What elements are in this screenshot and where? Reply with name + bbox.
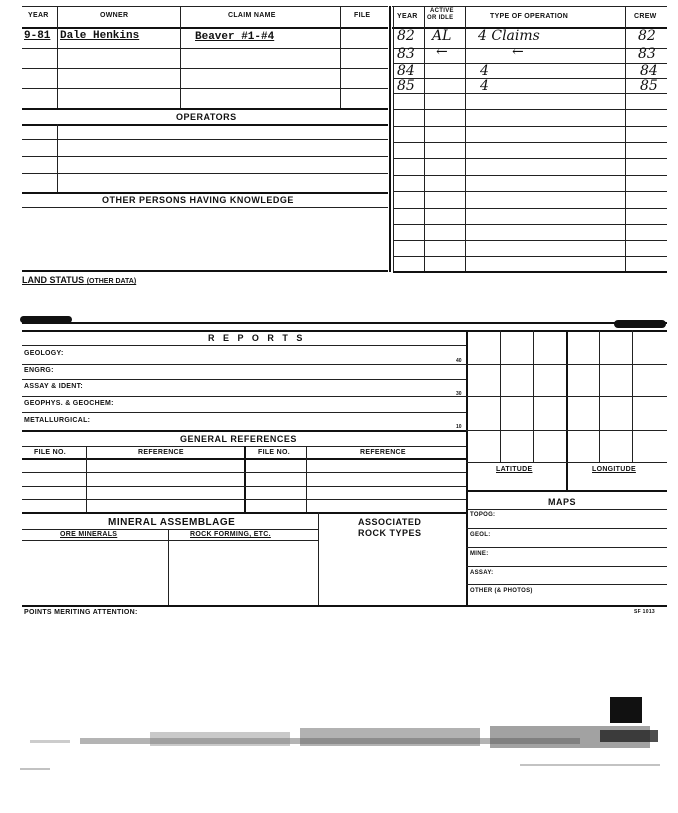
rule bbox=[393, 175, 667, 176]
claim-owner: Dale Henkins bbox=[60, 30, 140, 42]
rule bbox=[340, 6, 341, 108]
claim-year: 9-81 bbox=[24, 30, 51, 42]
rule bbox=[393, 6, 394, 272]
rule bbox=[180, 6, 181, 108]
rule bbox=[466, 509, 667, 510]
op-crew: 83 bbox=[638, 46, 656, 62]
col-year: YEAR bbox=[28, 12, 49, 19]
rule bbox=[22, 540, 318, 541]
rule bbox=[22, 396, 466, 397]
rule bbox=[393, 240, 667, 241]
rule bbox=[393, 158, 667, 159]
rule bbox=[393, 126, 667, 127]
col-idle: OR IDLE bbox=[427, 15, 454, 21]
geology-label: GEOLOGY: bbox=[24, 350, 64, 357]
operators-heading: OPERATORS bbox=[176, 112, 237, 122]
op-crew: 84 bbox=[640, 63, 658, 79]
rule bbox=[466, 364, 667, 365]
op-year: 84 bbox=[397, 63, 415, 79]
rule bbox=[318, 512, 319, 606]
maps-heading: MAPS bbox=[548, 497, 577, 507]
rule bbox=[393, 256, 667, 257]
land-status-subtitle: (OTHER DATA) bbox=[86, 278, 137, 285]
longitude-label: LONGITUDE bbox=[592, 466, 636, 473]
op-year: 83 bbox=[397, 46, 415, 62]
rule bbox=[22, 379, 466, 380]
op-status: AL bbox=[432, 28, 452, 44]
rule bbox=[22, 139, 388, 140]
rule bbox=[22, 27, 388, 29]
rule bbox=[22, 472, 466, 473]
rule bbox=[466, 430, 667, 431]
op-year: 85 bbox=[397, 78, 415, 94]
maps-assay: ASSAY: bbox=[470, 570, 494, 576]
rule bbox=[22, 124, 388, 126]
col-owner: OWNER bbox=[100, 12, 129, 19]
latitude-label: LATITUDE bbox=[496, 466, 533, 473]
other-persons-heading: OTHER PERSONS HAVING KNOWLEDGE bbox=[102, 195, 294, 205]
form-code: SF 1013 bbox=[634, 609, 656, 615]
rule bbox=[393, 142, 667, 143]
ref-file-no-2: FILE NO. bbox=[258, 449, 290, 456]
rule bbox=[466, 330, 468, 606]
maps-other: OTHER (& PHOTOS) bbox=[470, 588, 533, 594]
metallurgical-label: METALLURGICAL: bbox=[24, 417, 91, 424]
rule bbox=[22, 88, 388, 89]
rule bbox=[466, 462, 667, 463]
rule bbox=[22, 68, 388, 69]
land-status-title: LAND STATUS bbox=[22, 275, 85, 285]
rule bbox=[22, 192, 388, 194]
rule bbox=[57, 124, 58, 194]
rule bbox=[393, 93, 667, 94]
rock-types-heading: ROCK TYPES bbox=[358, 528, 422, 538]
rule bbox=[466, 566, 667, 567]
op-type: 4 bbox=[480, 63, 489, 79]
rule bbox=[22, 605, 667, 607]
rule bbox=[22, 108, 388, 110]
rule bbox=[393, 224, 667, 225]
rule bbox=[22, 270, 388, 272]
col-file: FILE bbox=[354, 12, 371, 19]
rule bbox=[466, 547, 667, 548]
geology-number: 40 bbox=[456, 358, 462, 364]
op-type: 4 bbox=[480, 78, 489, 94]
rule bbox=[22, 412, 466, 413]
op-status: ← bbox=[436, 44, 448, 60]
rule bbox=[57, 6, 58, 108]
rule bbox=[22, 486, 466, 487]
rule bbox=[393, 78, 667, 79]
assay-number: 30 bbox=[456, 391, 462, 397]
rule bbox=[22, 512, 466, 514]
claim-name: Beaver #1-#4 bbox=[195, 31, 275, 43]
points-meriting-attention: POINTS MERITING ATTENTION: bbox=[24, 609, 138, 616]
engrg-label: ENGRG: bbox=[24, 367, 54, 374]
rule bbox=[86, 446, 87, 512]
rule bbox=[22, 430, 466, 432]
reports-heading: R E P O R T S bbox=[208, 333, 306, 343]
rule bbox=[393, 63, 667, 64]
rule bbox=[306, 446, 307, 512]
op-type: ← bbox=[512, 44, 524, 60]
rule bbox=[22, 207, 388, 208]
rule bbox=[22, 499, 466, 500]
rule bbox=[22, 330, 667, 332]
rule bbox=[389, 6, 391, 272]
rule bbox=[466, 490, 667, 492]
mineral-assemblage-heading: MINERAL ASSEMBLAGE bbox=[108, 517, 236, 528]
rule bbox=[22, 6, 388, 7]
rule bbox=[393, 208, 667, 209]
op-crew: 82 bbox=[638, 28, 656, 44]
scan-noise bbox=[0, 718, 678, 778]
ore-minerals-label: ORE MINERALS bbox=[60, 531, 118, 538]
ref-reference: REFERENCE bbox=[138, 449, 184, 456]
rule bbox=[466, 396, 667, 397]
rule bbox=[393, 48, 667, 49]
op-type: 4 Claims bbox=[478, 28, 540, 44]
ref-reference-2: REFERENCE bbox=[360, 449, 406, 456]
rock-forming-label: ROCK FORMING, ETC. bbox=[190, 531, 271, 538]
rule bbox=[244, 446, 246, 512]
rule bbox=[22, 322, 667, 324]
rule bbox=[22, 173, 388, 174]
rule bbox=[168, 529, 169, 606]
op-crew: 85 bbox=[640, 78, 658, 94]
assay-label: ASSAY & IDENT: bbox=[24, 383, 84, 390]
associated-heading: ASSOCIATED bbox=[358, 517, 422, 527]
rule bbox=[393, 191, 667, 192]
rule bbox=[466, 528, 667, 529]
rule bbox=[424, 6, 425, 272]
land-status-label bbox=[22, 275, 136, 285]
rule bbox=[22, 529, 318, 530]
col-crew: CREW bbox=[634, 13, 657, 20]
rule bbox=[466, 584, 667, 585]
rule bbox=[22, 48, 388, 49]
rule bbox=[22, 156, 388, 157]
col-type-of-operation: TYPE OF OPERATION bbox=[490, 13, 569, 20]
col-active: ACTIVE bbox=[430, 8, 454, 14]
rule bbox=[22, 345, 466, 346]
rule bbox=[566, 330, 568, 490]
rule bbox=[393, 271, 667, 273]
geophys-label: GEOPHYS. & GEOCHEM: bbox=[24, 400, 114, 407]
ref-file-no: FILE NO. bbox=[34, 449, 66, 456]
maps-topog: TOPOG: bbox=[470, 512, 496, 518]
col-year-2: YEAR bbox=[397, 13, 418, 20]
maps-mine: MINE: bbox=[470, 551, 489, 557]
rule bbox=[625, 6, 626, 272]
maps-geol: GEOL: bbox=[470, 532, 491, 538]
col-claim-name: CLAIM NAME bbox=[228, 12, 276, 19]
op-year: 82 bbox=[397, 28, 415, 44]
rule bbox=[22, 364, 466, 365]
rule bbox=[465, 6, 466, 272]
metallurgical-number: 10 bbox=[456, 424, 462, 430]
rule bbox=[393, 109, 667, 110]
general-references-heading: GENERAL REFERENCES bbox=[180, 434, 297, 444]
